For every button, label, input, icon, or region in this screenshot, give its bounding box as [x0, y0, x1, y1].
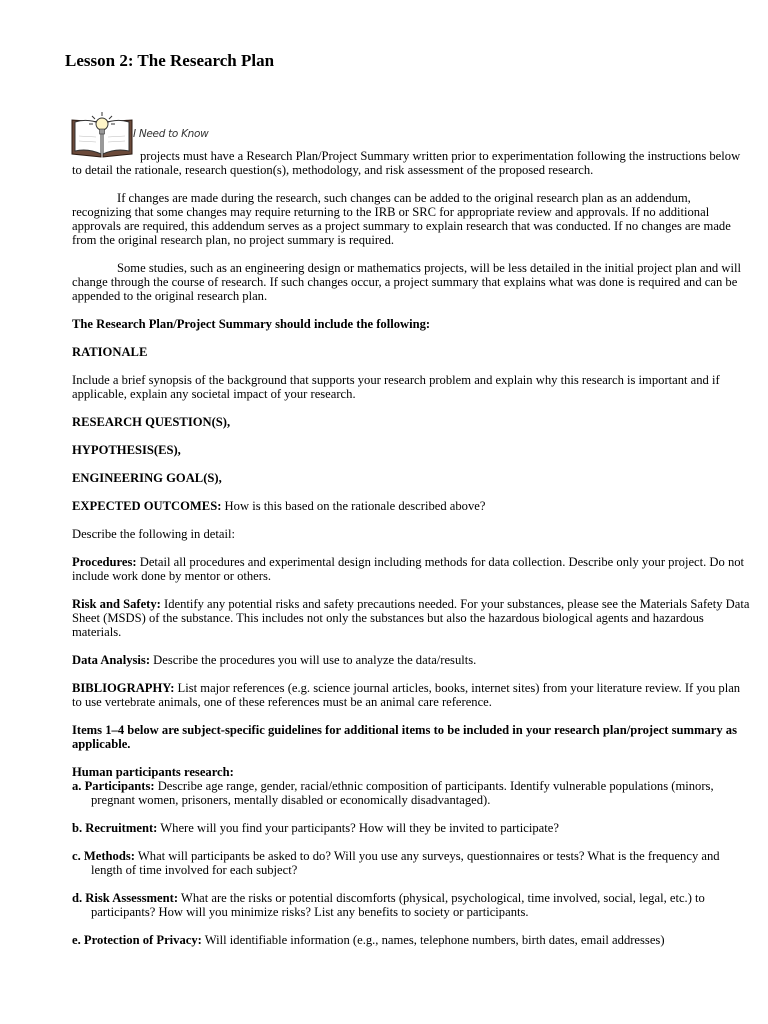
- privacy-text: Will identifiable information (e.g., names, telephone numbers, birth dates, email addresses): [201, 933, 665, 947]
- document-body: [72, 149, 752, 947]
- describe-detail-text: Describe the following in detail:: [72, 527, 235, 541]
- risk-safety-text: Identify any potential risks and safety precautions needed. For your substances, please see the Materials Safety Data Sheet (MSDS) of the substance. This includes not only the substances but also the hazardous biological agents and hazardous materials.: [72, 597, 750, 639]
- research-questions-heading: RESEARCH QUESTION(S),: [72, 415, 231, 429]
- bibliography-text: List major references (e.g. science journal articles, books, internet sites) from your literature review. If you plan to use vertebrate animals, one of these references must be an animal care reference.: [72, 681, 741, 709]
- recruitment-text: Where will you find your participants? How will they be invited to participate?: [157, 821, 559, 835]
- methods-label: c. Methods:: [72, 849, 135, 863]
- should-include-heading: The Research Plan/Project Summary should include the following:: [72, 317, 431, 331]
- risk-safety-paragraph: [72, 597, 752, 639]
- methods-item: [72, 849, 752, 877]
- data-analysis-label: Data Analysis:: [72, 653, 151, 667]
- privacy-label: e. Protection of Privacy:: [72, 933, 202, 947]
- expected-outcomes-label: EXPECTED OUTCOMES:: [72, 499, 222, 513]
- intro-paragraph: projects must have a Research Plan/Project Summary written prior to experimentation following the instructions below to detail the rationale, research question(s), methodology, and risk assessment of the proposed research.: [72, 149, 741, 177]
- engineering-goals-heading: ENGINEERING GOAL(S),: [72, 471, 222, 485]
- items-note: Items 1–4 below are subject-specific guidelines for additional items to be included in your research plan/project summary as applicable.: [72, 723, 738, 751]
- privacy-item: [72, 933, 752, 947]
- recruitment-item: [72, 821, 752, 835]
- participants-text: Describe age range, gender, racial/ethnic composition of participants. Identify vulnerable populations (minors, pregnant women, prisoners, mentally disabled or economically disadvantaged).: [91, 779, 714, 807]
- page-title: Lesson 2: The Research Plan: [65, 51, 275, 70]
- rationale-heading: RATIONALE: [72, 345, 148, 359]
- changes-paragraph: If changes are made during the research, such changes can be added to the original research plan as an addendum, recognizing that some changes may require returning to the IRB or SRC for appropriate review and approvals. If no additional approvals are required, this addendum serves as a project summary to explain research that was conducted. If no changes are made from the original research plan, no project summary is required.: [72, 191, 731, 247]
- risk-assessment-item: [72, 891, 752, 919]
- risk-assessment-label: d. Risk Assessment:: [72, 891, 179, 905]
- icon-caption: I Need to Know: [133, 128, 209, 140]
- participants-item: [72, 779, 752, 807]
- participants-label: a. Participants:: [72, 779, 155, 793]
- procedures-text: Detail all procedures and experimental design including methods for data collection. Describe only your project. Do not include work done by mentor or others.: [72, 555, 745, 583]
- human-participants-heading: Human participants research:: [72, 765, 234, 779]
- methods-text: What will participants be asked to do? Will you use any surveys, questionnaires or tests? What is the frequency and length of time involved for each subject?: [91, 849, 720, 877]
- procedures-label: Procedures:: [72, 555, 137, 569]
- hypotheses-heading: HYPOTHESIS(ES),: [72, 443, 181, 457]
- data-analysis-paragraph: [72, 653, 752, 667]
- data-analysis-text: Describe the procedures you will use to analyze the data/results.: [150, 653, 477, 667]
- procedures-paragraph: [72, 555, 752, 583]
- expected-outcomes-text: How is this based on the rationale described above?: [221, 499, 486, 513]
- expected-outcomes-paragraph: [72, 499, 752, 513]
- recruitment-label: b. Recruitment:: [72, 821, 158, 835]
- bibliography-label: BIBLIOGRAPHY:: [72, 681, 175, 695]
- rationale-text: Include a brief synopsis of the background that supports your research problem and explain why this research is important and if applicable, explain any societal impact of your research.: [72, 373, 720, 401]
- risk-safety-label: Risk and Safety:: [72, 597, 161, 611]
- studies-paragraph: Some studies, such as an engineering design or mathematics projects, will be less detailed in the initial project plan and will change through the course of research. If such changes occur, a project summary that explains what was done is required and can be appended to the original research plan.: [72, 261, 741, 303]
- bibliography-paragraph: [72, 681, 752, 709]
- risk-assessment-text: What are the risks or potential discomforts (physical, psychological, time involved, social, legal, etc.) to participants? How will you minimize risks? List any benefits to society or participants.: [91, 891, 705, 919]
